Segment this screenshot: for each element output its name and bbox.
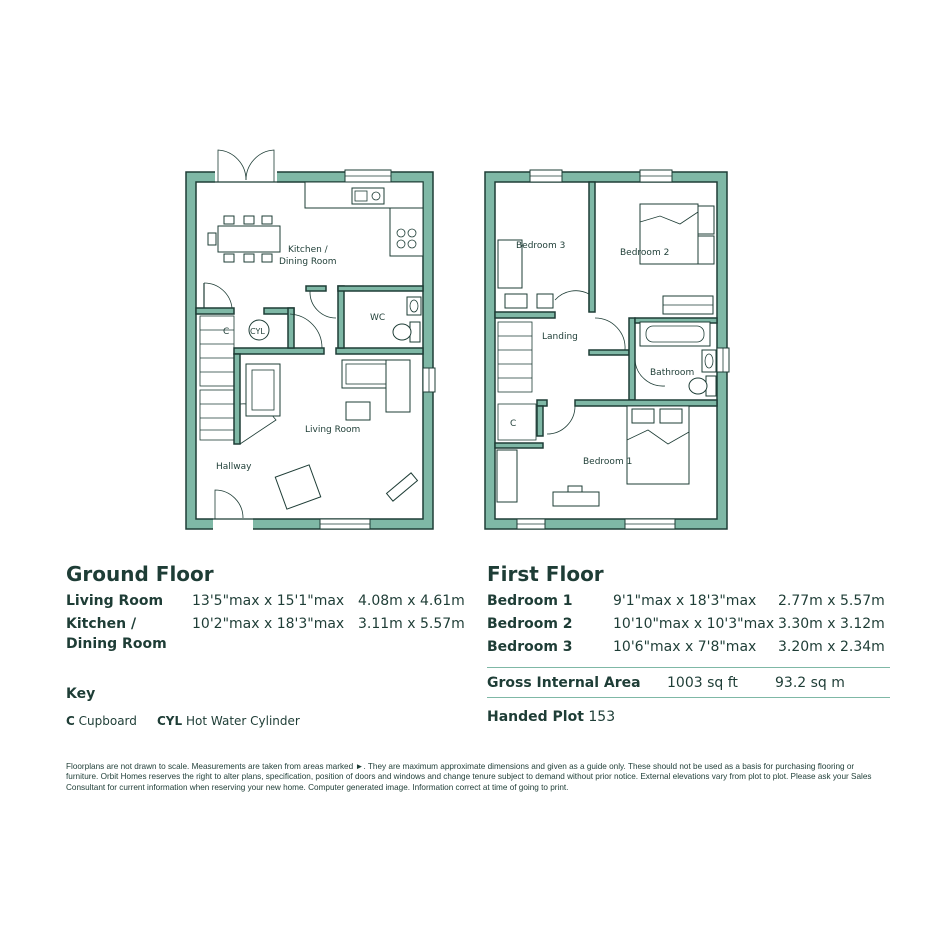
ground-room-name-line2: Dining Room [66,636,167,652]
plan-label-cylinder: CYL [250,327,265,336]
first-stairs [498,322,536,440]
first-room-metric: 3.30m x 3.12m [778,616,885,632]
gia-label: Gross Internal Area [487,675,641,691]
first-floor-plan [485,170,729,529]
handed-plot-label: Handed Plot [487,709,584,725]
key-label: Cupboard [78,714,137,728]
ground-floor-plan [186,150,435,531]
ground-room-metric: 4.08m x 4.61m [358,593,465,609]
first-room-metric: 2.77m x 5.57m [778,593,885,609]
plan-label-kitchen-line1: Kitchen / [288,245,328,255]
first-room-name: Bedroom 3 [487,639,573,655]
first-room-imperial: 10'10"max x 10'3"max [613,616,775,632]
first-room-imperial: 9'1"max x 18'3"max [613,593,757,609]
ground-room-imperial: 13'5"max x 15'1"max [192,593,345,609]
key-code: CYL [157,714,183,728]
bedroom2-furniture [640,204,714,314]
divider-top [487,667,890,668]
first-room-imperial: 10'6"max x 7'8"max [613,639,757,655]
plan-label-landing: Landing [542,332,578,342]
ground-room-name-line1: Kitchen / [66,616,137,632]
bedroom1-furniture [497,406,689,506]
handed-plot-value: 153 [588,709,616,725]
plan-label-bedroom3: Bedroom 3 [516,241,566,251]
front-door [213,490,253,519]
key-title: Key [66,686,96,702]
disclaimer: Floorplans are not drawn to scale. Measurements are taken from areas marked ►. They are maximum approximate dimensions and given as a guide only. These should not be used as a basis for purchasing flooring or furniture. Orbit Homes reserves the right to alter plans, specification, position of doors and windows and change tenure subject to demand without prior notice. External elevations vary from plot to plot. Please ask your Sales Consultant for current information when reserving your new home. Computer generated image. Information correct at time of going to print. [66,762,872,792]
gia-imperial: 1003 sq ft [667,675,738,691]
ground-floor-title: Ground Floor [66,562,214,586]
key-label: Hot Water Cylinder [185,714,300,728]
first-floor-title: First Floor [487,562,604,586]
plan-label-bedroom2: Bedroom 2 [620,248,670,258]
plan-label-bedroom1: Bedroom 1 [583,457,633,467]
divider-bottom [487,697,890,698]
first-room-metric: 3.20m x 2.34m [778,639,885,655]
plan-label-hallway: Hallway [216,462,252,472]
plan-label-wc: WC [370,313,386,323]
plan-label-living-room: Living Room [305,425,361,435]
key-item [66,714,137,728]
key-item [157,714,300,728]
plan-label-cupboard-first: C [510,419,517,429]
handed-plot [487,708,615,726]
key-code: C [66,714,75,728]
first-room-name: Bedroom 1 [487,593,573,609]
first-room-name: Bedroom 2 [487,616,573,632]
plan-label-kitchen-line2: Dining Room [279,257,337,267]
gia-metric: 93.2 sq m [775,675,845,691]
plan-label-cupboard: C [223,327,230,337]
dining-table [208,216,280,262]
ground-room-name: Living Room [66,593,164,609]
ground-room-imperial: 10'2"max x 18'3"max [192,616,345,632]
ground-room-metric: 3.11m x 5.57m [358,616,465,632]
plan-label-bathroom: Bathroom [650,368,695,378]
bathroom-fixtures [640,322,716,396]
